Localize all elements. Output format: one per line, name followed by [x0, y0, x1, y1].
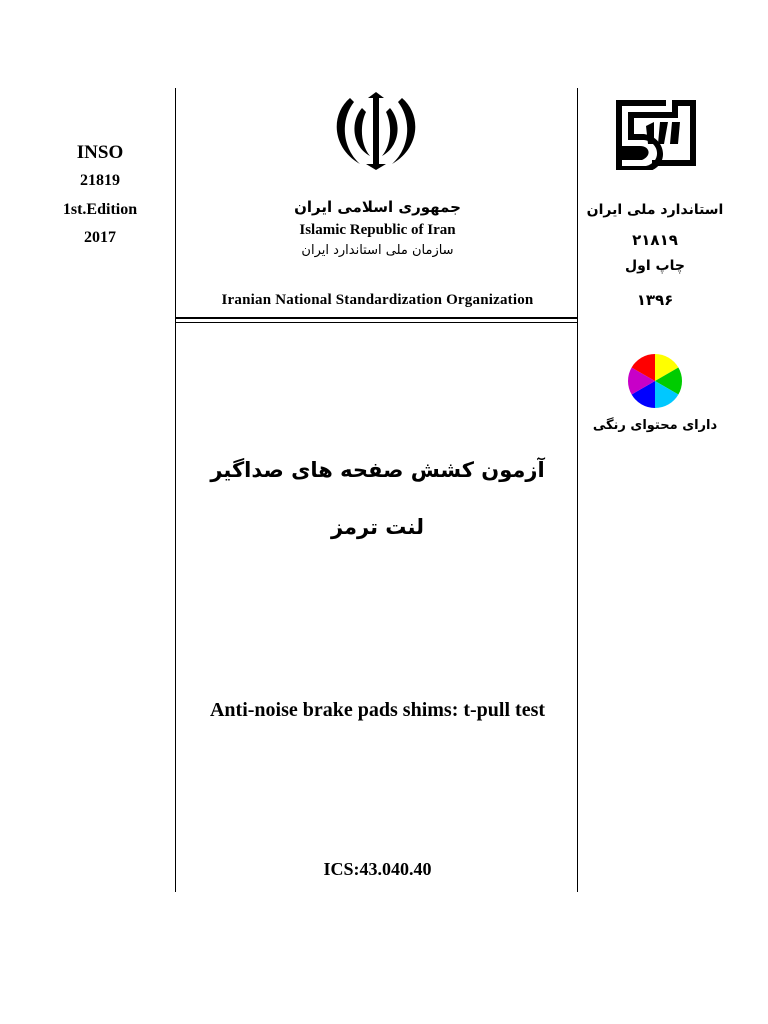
document-title-en: Anti-noise brake pads shims: t-pull test — [209, 699, 546, 721]
color-wheel-icon — [627, 353, 683, 409]
color-content-note-fa: دارای محتوای رنگی — [592, 418, 718, 433]
organization-name-en: Iranian National Standardization Organization — [221, 292, 534, 308]
document-title-fa-line2: لنت ترمز — [330, 515, 424, 539]
national-standard-fa: استاندارد ملی ایران — [586, 202, 724, 218]
right-divider-line — [577, 88, 578, 892]
edition-label: 1st.Edition — [62, 201, 138, 218]
header-rule-bottom — [175, 322, 578, 323]
standard-number-fa: ۲۱۸۱۹ — [632, 231, 678, 249]
republic-name-en: Islamic Republic of Iran — [299, 222, 456, 238]
edition-fa: چاپ اول — [625, 258, 685, 274]
year-fa: ۱۳۹۶ — [636, 291, 674, 309]
header-rule-top — [175, 317, 578, 319]
ics-code: ICS:43.040.40 — [323, 859, 432, 879]
standard-number: 21819 — [80, 172, 120, 189]
document-title-fa-line1: آزمون کشش صفحه های صداگیر — [210, 458, 545, 482]
publication-year: 2017 — [84, 229, 116, 246]
republic-name-fa: جمهوری اسلامی ایران — [294, 198, 461, 216]
left-divider-line — [175, 88, 176, 892]
iran-emblem-icon — [330, 90, 422, 172]
inso-label: INSO — [76, 142, 124, 163]
isiri-logo-icon — [612, 96, 700, 170]
organization-name-fa: سازمان ملی استاندارد ایران — [301, 243, 454, 258]
